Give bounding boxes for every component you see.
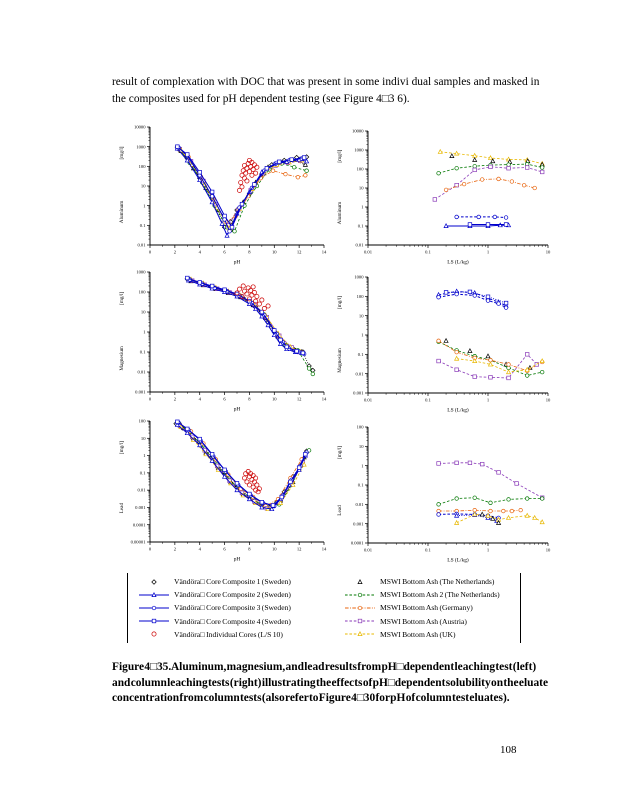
svg-text:2: 2: [173, 546, 177, 552]
x-axis: [149, 392, 327, 402]
legend-row-nl: [342, 575, 520, 588]
y-axis-unit: [mg/l]: [337, 149, 343, 163]
svg-text:100: 100: [138, 418, 146, 424]
svg-text:6: 6: [223, 396, 226, 402]
series-uk: [455, 356, 545, 373]
svg-text:1: 1: [143, 329, 146, 335]
svg-text:10: 10: [545, 547, 551, 553]
body-paragraph: result of complexation with DOC that was present in some indivi dual samples and masked in the composites used for pH dependent testing (see Figure 4□3 6).: [112, 76, 540, 105]
svg-text:8: 8: [248, 396, 251, 402]
svg-text:0.0001: 0.0001: [350, 540, 364, 546]
y-axis-unit: [mg/l]: [119, 291, 125, 305]
series-de: [437, 508, 523, 512]
svg-text:4: 4: [198, 249, 201, 255]
svg-text:10: 10: [545, 397, 551, 403]
axes: [368, 131, 548, 245]
series-at: [437, 461, 544, 499]
svg-text:12: 12: [296, 546, 302, 552]
svg-text:0.1: 0.1: [425, 249, 431, 255]
chart-lead-ls-container: [334, 421, 556, 565]
svg-text:10: 10: [271, 396, 277, 402]
legend-label-cores: Vändöra□ Individual Cores (L/S 10): [174, 629, 283, 639]
svg-text:1: 1: [361, 463, 364, 469]
series-at: [433, 165, 544, 201]
legend-row-cc4: [136, 615, 342, 628]
x-axis-label: pH: [233, 556, 241, 563]
chart-magnesium-ls: [334, 271, 556, 415]
svg-text:2: 2: [173, 249, 177, 255]
svg-text:2: 2: [173, 396, 177, 402]
svg-text:100: 100: [138, 163, 146, 169]
svg-text:100: 100: [356, 166, 364, 172]
svg-text:8: 8: [248, 546, 251, 552]
x-axis-label: LS (L/kg): [447, 557, 469, 564]
x-axis: [149, 245, 327, 255]
y-axis: [134, 125, 150, 248]
chart-magnesium-ls-container: [334, 271, 556, 415]
y-axis: [135, 270, 150, 395]
legend-sample-uk: [342, 629, 380, 639]
y-axis: [131, 419, 150, 545]
svg-text:0.1: 0.1: [139, 470, 146, 476]
svg-text:0.1: 0.1: [357, 482, 364, 488]
legend-label-nl2: MSWI Bottom Ash 2 (The Netherlands): [380, 590, 500, 600]
svg-text:0.001: 0.001: [135, 505, 146, 511]
legend-label-de: MSWI Bottom Ash (Germany): [380, 603, 473, 613]
legend-row-cores: [136, 628, 342, 641]
svg-text:10: 10: [358, 313, 364, 319]
svg-text:1000: 1000: [136, 144, 146, 150]
svg-text:0.01: 0.01: [363, 249, 373, 255]
svg-text:12: 12: [296, 396, 302, 402]
x-axis-label: LS (L/kg): [447, 259, 469, 266]
svg-text:100: 100: [356, 293, 364, 299]
svg-text:0.01: 0.01: [137, 242, 146, 248]
svg-text:1000: 1000: [136, 269, 146, 275]
series-nl: [450, 154, 544, 166]
x-axis: [364, 245, 551, 255]
legend-sample-de: [342, 603, 380, 613]
legend-row-de: [342, 601, 520, 614]
legend-label-uk: MSWI Bottom Ash (UK): [380, 629, 456, 639]
series-cc1: [185, 277, 315, 373]
svg-text:0.01: 0.01: [363, 397, 373, 403]
svg-text:0.1: 0.1: [139, 222, 146, 228]
legend-label-nl: MSWI Bottom Ash (The Netherlands): [380, 577, 495, 587]
legend-label-cc3: Vändöra□ Core Composite 3 (Sweden): [174, 603, 291, 613]
legend-row-cc1: [136, 575, 342, 588]
y-axis: [352, 129, 368, 248]
svg-text:0.00001: 0.00001: [130, 539, 146, 545]
svg-text:10: 10: [545, 249, 551, 255]
legend-row-uk: [342, 628, 520, 641]
svg-text:12: 12: [296, 249, 302, 255]
series-cc2: [444, 223, 510, 228]
legend-sample-cc4: [136, 616, 174, 626]
svg-text:0: 0: [148, 249, 152, 255]
chart-aluminum-ph: [116, 121, 332, 267]
legend-row-nl2: [342, 588, 520, 601]
svg-text:0.01: 0.01: [355, 371, 364, 377]
svg-text:10: 10: [140, 309, 146, 315]
chart-lead-ph: [116, 415, 332, 564]
y-axis-unit: [mg/l]: [337, 296, 343, 310]
y-axis-unit: [mg/l]: [119, 441, 125, 455]
legend-label-cc2: Vändöra□ Core Composite 2 (Sweden): [174, 590, 291, 600]
svg-text:0.1: 0.1: [425, 397, 431, 403]
y-axis-unit: [mg/l]: [337, 446, 343, 460]
legend-sample-cc1: [136, 577, 174, 587]
svg-text:100: 100: [138, 289, 146, 295]
svg-text:0.1: 0.1: [357, 223, 364, 229]
svg-text:10000: 10000: [134, 124, 146, 130]
svg-text:10: 10: [271, 546, 277, 552]
svg-text:0: 0: [148, 396, 152, 402]
svg-text:1: 1: [143, 453, 146, 459]
y-axis-label: Aluminum: [337, 201, 343, 225]
svg-text:8: 8: [248, 249, 251, 255]
y-axis-label: Magnesium: [119, 346, 125, 371]
svg-text:1000: 1000: [354, 147, 364, 153]
x-axis-label: pH: [233, 406, 241, 413]
svg-text:10000: 10000: [352, 128, 364, 134]
svg-text:0.01: 0.01: [363, 547, 373, 553]
svg-text:0.01: 0.01: [137, 487, 146, 493]
legend-column-right: [342, 575, 520, 641]
series-cc3: [437, 512, 501, 520]
series-cc2: [187, 278, 304, 354]
figure-legend: [127, 573, 521, 643]
axes: [150, 272, 324, 392]
svg-text:1: 1: [486, 249, 490, 255]
chart-magnesium-ph-container: [116, 266, 332, 414]
legend-column-left: [128, 575, 342, 641]
chart-aluminum-ls: [334, 125, 556, 267]
svg-text:10: 10: [358, 185, 364, 191]
y-axis: [351, 425, 368, 546]
x-axis: [149, 542, 327, 552]
chart-magnesium-ph: [116, 266, 332, 414]
svg-text:1: 1: [143, 203, 146, 209]
legend-label-cc4: Vändöra□ Core Composite 4 (Sweden): [174, 616, 291, 626]
svg-text:0.001: 0.001: [353, 521, 364, 527]
svg-text:1: 1: [486, 547, 490, 553]
svg-text:14: 14: [321, 546, 327, 552]
x-axis-label: pH: [233, 259, 241, 266]
svg-text:1: 1: [361, 204, 364, 210]
chart-lead-ls: [334, 421, 556, 565]
svg-text:0: 0: [148, 546, 152, 552]
x-axis-label: LS (L/kg): [447, 407, 469, 414]
svg-text:14: 14: [321, 396, 327, 402]
svg-text:0.001: 0.001: [353, 390, 364, 396]
legend-sample-cc2: [136, 590, 174, 600]
svg-text:4: 4: [198, 396, 201, 402]
axes: [368, 427, 548, 543]
legend-row-at: [342, 615, 520, 628]
series-cc3: [455, 215, 508, 219]
y-axis: [353, 275, 368, 396]
series-nl2: [437, 496, 544, 506]
chart-aluminum-ls-container: [334, 125, 556, 267]
svg-text:14: 14: [321, 249, 327, 255]
svg-text:0.01: 0.01: [355, 242, 364, 248]
chart-aluminum-ph-container: [116, 121, 332, 267]
svg-text:1000: 1000: [354, 274, 364, 280]
svg-text:1: 1: [486, 397, 490, 403]
x-axis: [364, 543, 551, 553]
svg-text:0.1: 0.1: [425, 547, 431, 553]
series-cc3: [437, 292, 508, 309]
svg-text:10: 10: [271, 249, 277, 255]
legend-sample-nl2: [342, 590, 380, 600]
legend-label-cc1: Vändöra□ Core Composite 1 (Sweden): [174, 577, 291, 587]
svg-text:0.1: 0.1: [139, 349, 146, 355]
y-axis-label: Lead: [337, 505, 343, 516]
legend-label-at: MSWI Bottom Ash (Austria): [380, 616, 467, 626]
y-axis-label: Aluminum: [119, 200, 125, 224]
svg-text:0.001: 0.001: [135, 389, 146, 395]
series-uk: [189, 277, 302, 353]
chart-lead-ph-container: [116, 415, 332, 564]
y-axis-label: Magnesium: [337, 348, 343, 373]
legend-sample-cores: [136, 629, 174, 639]
svg-text:1: 1: [361, 332, 364, 338]
svg-text:10: 10: [140, 435, 146, 441]
figure-caption: Figure 4□35. Aluminum, magnesium, and lead results from pH□dependent leaching test (left) and column leaching tests (right) illustrating the effects of pH□dependent solubility on the eluate concentration from column tests (also refer to Figure 4□30 for pH of column test eluates).: [112, 661, 549, 704]
svg-text:6: 6: [223, 546, 226, 552]
svg-text:6: 6: [223, 249, 226, 255]
y-axis-unit: [mg/l]: [119, 146, 125, 160]
svg-text:0.01: 0.01: [355, 501, 364, 507]
legend-row-cc2: [136, 588, 342, 601]
legend-sample-nl: [342, 577, 380, 587]
svg-text:0.1: 0.1: [357, 351, 364, 357]
legend-sample-at: [342, 616, 380, 626]
series-cc1: [175, 145, 309, 230]
svg-text:4: 4: [198, 546, 201, 552]
series-nl2: [187, 277, 315, 376]
svg-text:10: 10: [140, 183, 146, 189]
legend-row-cc3: [136, 601, 342, 614]
svg-text:0.01: 0.01: [137, 369, 146, 375]
svg-text:10: 10: [358, 443, 364, 449]
page-number: 108: [500, 744, 517, 756]
legend-sample-cc3: [136, 603, 174, 613]
x-axis: [364, 393, 551, 403]
svg-text:100: 100: [356, 424, 364, 430]
y-axis-label: Lead: [119, 502, 125, 514]
svg-text:0.0001: 0.0001: [132, 522, 146, 528]
